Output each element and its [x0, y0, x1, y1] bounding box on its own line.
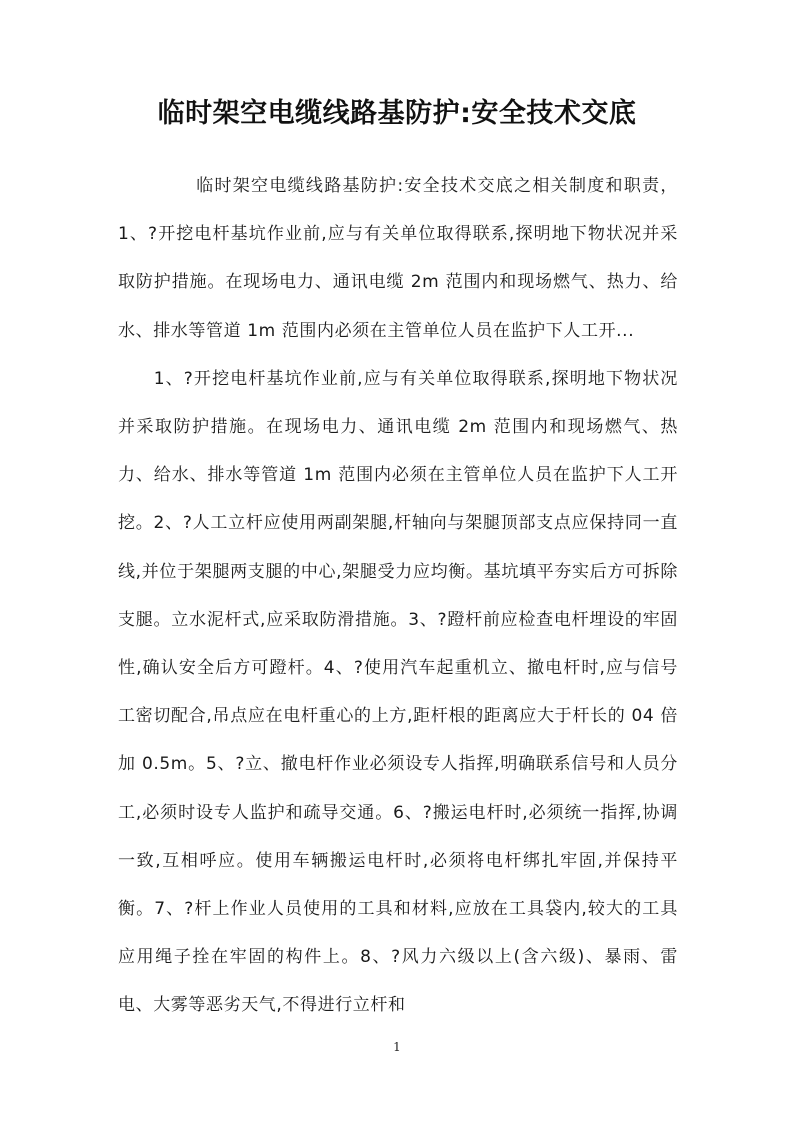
- page-title: 临时架空电缆线路基防护:安全技术交底: [157, 98, 637, 129]
- document-body: [118, 162, 678, 1030]
- body-paragraph: 1、?开挖电杆基坑作业前,应与有关单位取得联系,探明地下物状况并采取防护措施。在现场电力、通讯电缆 2m 范围内和现场燃气、热力、给水、排水等管道 1m 范围内必须在主管单位人员在监护下人工开挖。2、?人工立杆应使用两副架腿,杆轴向与架腿顶部支点应保持同一直线,并位于架腿两支腿的中心,架腿受力应均衡。基坑填平夯实后方可拆除支腿。立水泥杆式,应采取防滑措施。3、?蹬杆前应检查电杆埋设的牢固性,确认安全后方可蹬杆。4、?使用汽车起重机立、撤电杆时,应与信号工密切配合,吊点应在电杆重心的上方,距杆根的距离应大于杆长的 04 倍加 0.5m。5、?立、撤电杆作业必须设专人指挥,明确联系信号和人员分工,必须时设专人监护和疏导交通。6、?搬运电杆时,必须统一指挥,协调一致,互相呼应。使用车辆搬运电杆时,必须将电杆绑扎牢固,并保持平衡。7、?杆上作业人员使用的工具和材料,应放在工具袋内,较大的工具应用绳子拴在牢固的构件上。8、?风力六级以上(含六级)、暴雨、雷电、大雾等恶劣天气,不得进行立杆和: [118, 368, 678, 1016]
- page-number: 1: [393, 1040, 401, 1054]
- intro-paragraph: 临时架空电缆线路基防护:安全技术交底之相关制度和职责，1、?开挖电杆基坑作业前,应与有关单位取得联系,探明地下物状况并采取防护措施。在现场电力、通讯电缆 2m 范围内和现场燃气、热力、给水、排水等管道 1m 范围内必须在主管单位人员在监护下人工开...: [118, 176, 678, 341]
